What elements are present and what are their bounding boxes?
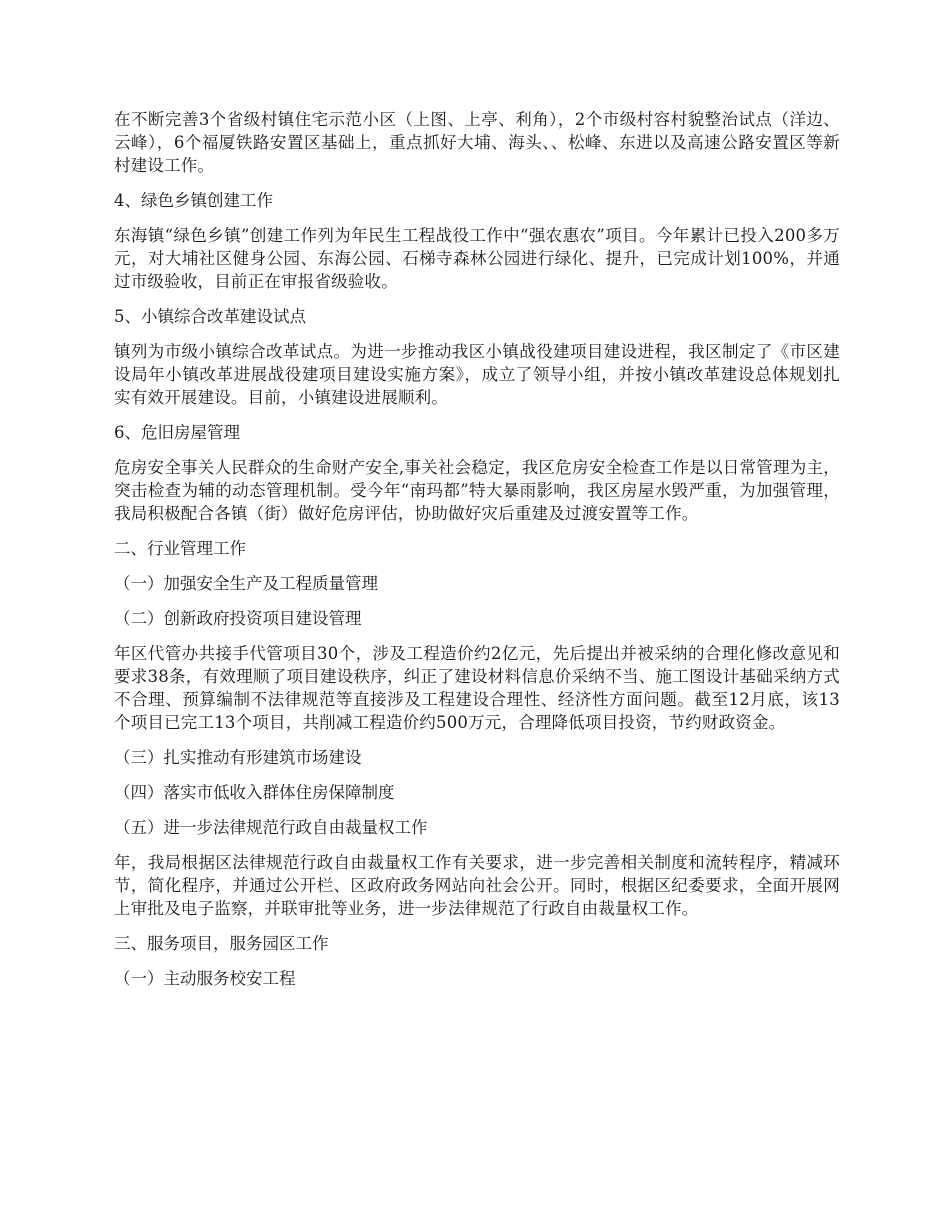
heading-green-township: 4、绿色乡镇创建工作 [114,191,273,210]
paragraph-government-investment: 年区代管办共接手代管项目30个，涉及工程造价约2亿元，先后提出并被采纳的合理化修改意见和要求38条，有效理顺了项目建设秩序，纠正了建设材料信息价采纳不当、施工图设计基础采纳方式不合理、预算编制不法律规范等直接涉及工程建设合理性、经济性方面问题。截至12月底，该13个项目已完工13个项目，共削减工程造价约500万元，合理降低项目投资，节约财政资金。 [114,644,840,732]
document-page [114,108,840,1002]
paragraph-dangerous-housing: 危房安全事关人民群众的生命财产安全,事关社会稳定，我区危房安全检查工作是以日常管理为主，突击检查为辅的动态管理机制。受今年“南玛都”特大暴雨影响，我区房屋水毁严重，为加强管理，我局积极配合各镇（街）做好危房评估，协助做好灾后重建及过渡安置等工作。 [114,458,840,523]
paragraph-discretion-regulation: 年，我局根据区法律规范行政自由裁量权工作有关要求，进一步完善相关制度和流转程序，精减环节，简化程序，并通过公开栏、区政府政务网站向社会公开。同时，根据区纪委要求，全面开展网上审批及电子监察，并联审批等业务，进一步法律规范了行政自由裁量权工作。 [114,853,840,918]
heading-dangerous-housing: 6、危旧房屋管理 [114,423,240,442]
paragraph-green-township: 东海镇“绿色乡镇”创建工作列为年民生工程战役工作中“强农惠农”项目。今年累计已投入200多万元，对大埔社区健身公园、东海公园、石梯寺森林公园进行绿化、提升，已完成计划100%，并通过市级验收，目前正在审报省级验收。 [114,226,840,291]
heading-industry-management: 二、行业管理工作 [114,539,246,558]
heading-building-market: （三）扎实推动有形建筑市场建设 [114,748,362,767]
heading-housing-security: （四）落实市低收入群体住房保障制度 [114,783,395,802]
paragraph-small-town-reform: 镇列为市级小镇综合改革试点。为进一步推动我区小镇战役建项目建设进程，我区制定了《市区建设局年小镇改革进展战役建项目建设实施方案》，成立了领导小组，并按小镇改革建设总体规划扎实有效开展建设。目前，小镇建设进展顺利。 [114,342,840,407]
heading-government-investment: （二）创新政府投资项目建设管理 [114,609,362,628]
heading-discretion-regulation: （五）进一步法律规范行政自由裁量权工作 [114,818,428,837]
heading-service-projects: 三、服务项目，服务园区工作 [114,934,329,953]
heading-safety-production: （一）加强安全生产及工程质量管理 [114,574,378,593]
heading-school-safety: （一）主动服务校安工程 [114,969,296,988]
heading-small-town-reform: 5、小镇综合改革建设试点 [114,307,306,326]
paragraph-village-construction: 在不断完善3个省级村镇住宅示范小区（上图、上亭、利角），2个市级村容村貌整治试点（洋边、云峰），6个福厦铁路安置区基础上，重点抓好大埔、海头、、松峰、东进以及高速公路安置区等新村建设工作。 [114,110,840,175]
